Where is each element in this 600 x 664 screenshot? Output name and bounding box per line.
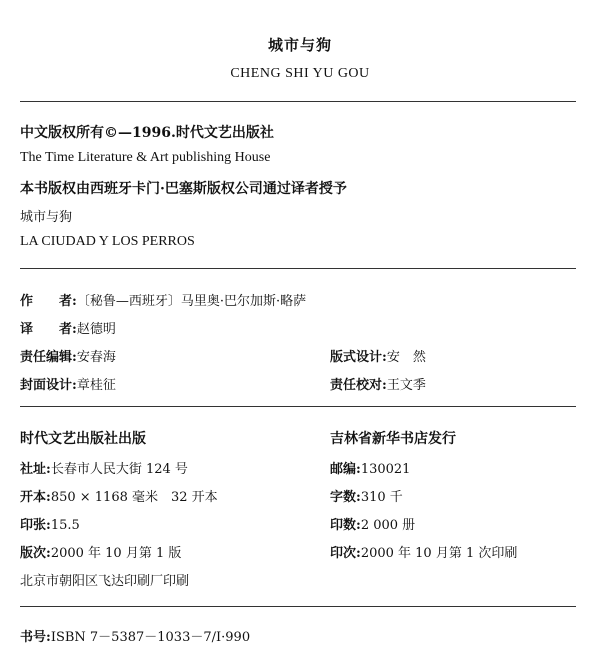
- translator-label: 译 者:: [20, 322, 77, 337]
- isbn-value: ISBN 7－5387－1033－7/I·990: [50, 630, 251, 645]
- postcode-value: 130021: [360, 462, 411, 477]
- isbn-line: [20, 626, 250, 645]
- edition-label: 版次:: [20, 546, 51, 561]
- cover-design-label: 封面设计:: [20, 378, 77, 393]
- address-label: 社址:: [20, 462, 51, 477]
- copyright-grant-statement: 本书版权由西班牙卡门·巴塞斯版权公司通过译者授予: [20, 181, 347, 197]
- translator-value: 赵德明: [76, 322, 116, 337]
- divider-3: [20, 406, 576, 407]
- sheets-value: 15.5: [50, 518, 80, 533]
- layout-design-label: 版式设计:: [330, 350, 387, 365]
- printing-line: [330, 542, 517, 561]
- book-title-chinese: 城市与狗: [267, 36, 332, 54]
- divider-4: [20, 606, 576, 607]
- sheets-line: [20, 514, 80, 533]
- layout-design-line: [330, 346, 426, 365]
- publisher-line: 时代文艺出版社出版: [20, 431, 146, 447]
- format-label: 开本:: [20, 490, 51, 505]
- edition-line: [20, 542, 181, 561]
- wordcount-line: [330, 486, 403, 505]
- publisher-english-name: The Time Literature & Art publishing House: [20, 150, 271, 165]
- cover-design-line: [20, 374, 116, 393]
- author-line: [20, 290, 306, 309]
- printer-line: 北京市朝阳区飞达印刷厂印刷: [20, 574, 190, 589]
- cover-design-value: 章桂征: [76, 378, 116, 393]
- postcode-label: 邮编:: [330, 462, 361, 477]
- edition-value: 2000 年 10 月第 1 版: [50, 546, 182, 561]
- distributor-line: 吉林省新华书店发行: [330, 431, 456, 447]
- printrun-line: [330, 514, 415, 533]
- proofreader-label: 责任校对:: [330, 378, 387, 393]
- translator-line: [20, 318, 116, 337]
- wordcount-label: 字数:: [330, 490, 361, 505]
- address-line: [20, 458, 188, 477]
- wordcount-value: 310 千: [360, 490, 403, 505]
- editor-label: 责任编辑:: [20, 350, 77, 365]
- format-line: [20, 486, 218, 505]
- address-value: 长春市人民大街 124 号: [50, 462, 188, 477]
- layout-design-value: 安 然: [386, 350, 426, 365]
- original-title-spanish: LA CIUDAD Y LOS PERROS: [20, 234, 195, 249]
- editor-value: 安春海: [76, 350, 116, 365]
- isbn-label: 书号:: [20, 630, 51, 645]
- editor-line: [20, 346, 116, 365]
- sheets-label: 印张:: [20, 518, 51, 533]
- author-value: 〔秘鲁—西班牙〕马里奥·巴尔加斯·略萨: [76, 294, 307, 309]
- format-value: 850 × 1168 毫米 32 开本: [50, 490, 218, 505]
- divider-2: [20, 268, 576, 269]
- author-label: 作 者:: [20, 294, 77, 309]
- printing-label: 印次:: [330, 546, 361, 561]
- copyright-line-chinese: 中文版权所有©—1996.时代文艺出版社: [20, 125, 274, 141]
- divider-1: [20, 101, 576, 102]
- printrun-label: 印数:: [330, 518, 361, 533]
- proofreader-value: 王文季: [386, 378, 426, 393]
- proofreader-line: [330, 374, 426, 393]
- printrun-value: 2 000 册: [360, 518, 416, 533]
- printing-value: 2000 年 10 月第 1 次印刷: [360, 546, 518, 561]
- book-title-pinyin: CHENG SHI YU GOU: [230, 66, 370, 81]
- postcode-line: [330, 458, 410, 477]
- original-title-chinese: 城市与狗: [20, 210, 73, 225]
